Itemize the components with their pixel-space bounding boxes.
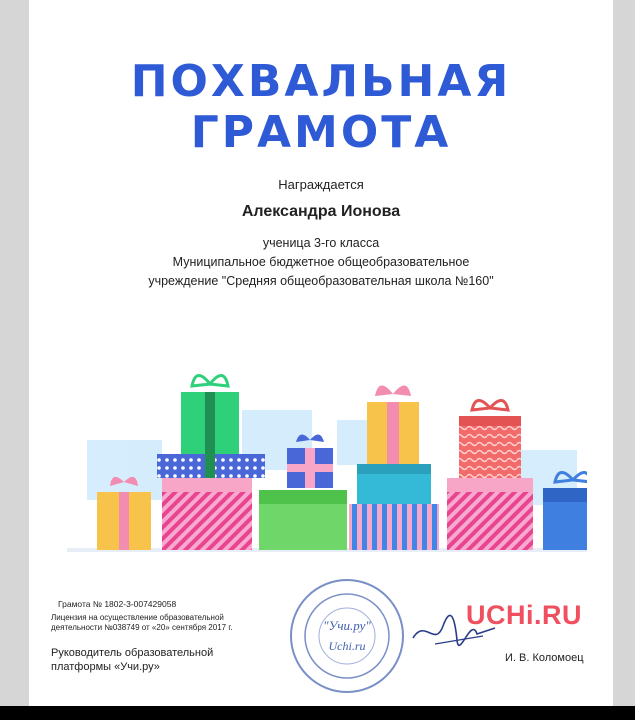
director-title: Руководитель образовательной платформы «Учи.ру»: [51, 647, 214, 673]
certificate-sheet: [29, 0, 613, 706]
certificate-number: Грамота № 1802-3-007429058: [58, 599, 177, 609]
title-line-1: ПОХВАЛЬНАЯ: [130, 56, 512, 107]
recipient-name: Александра Ионова: [241, 203, 401, 220]
uchi-ru-logo: UCHi.RU: [466, 600, 582, 630]
description-line-3: учреждение "Средняя общеобразовательная школа №160": [148, 274, 494, 288]
description-line-2: Муниципальное бюджетное общеобразовательное: [172, 255, 470, 269]
title-line-2: ГРАМОТА: [190, 107, 452, 158]
license-text: Лицензия на осуществление образовательной деятельности №038749 от «20» сентября 2017 г.: [51, 613, 233, 632]
awarded-label: Награждается: [278, 177, 364, 192]
official-stamp: [287, 576, 407, 696]
stamp-text-1: "Учи.ру": [323, 618, 371, 633]
description-line-1: ученица 3-го класса: [262, 236, 380, 250]
gift-boxes-illustration: [67, 360, 587, 560]
signer-name: И. В. Коломоец: [505, 652, 584, 664]
stamp-text-2: Uchi.ru: [328, 639, 366, 653]
